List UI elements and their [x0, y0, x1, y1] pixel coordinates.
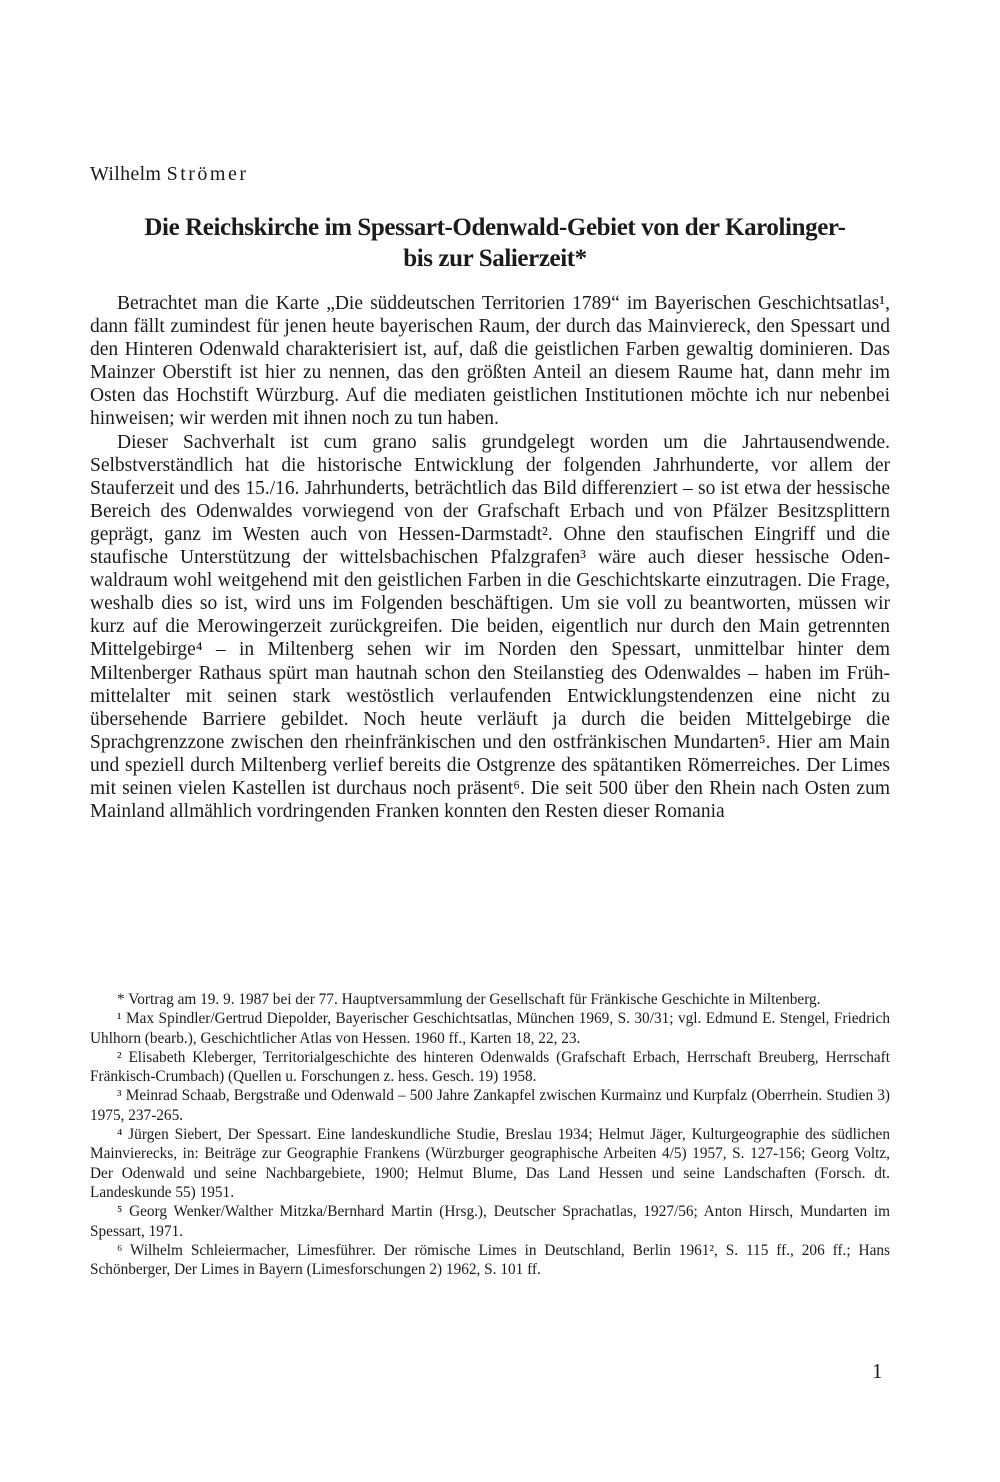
footnote-3: ³ Meinrad Schaab, Bergstraße und Odenwald – 500 Jahre Zankapfel zwischen Kurmainz und Kurpfalz (Oberrhein. Studien 3) 1975, 237-265.: [90, 1087, 890, 1124]
article-title: [100, 212, 890, 274]
author-last-name: Strömer: [166, 163, 249, 185]
footnotes: [90, 990, 890, 1279]
footnote-2: ² Elisabeth Kleberger, Territorialgeschichte des hinteren Odenwalds (Grafschaft Erbach, Herrschaft Breuberg, Herrschaft Fränkisch-Crumbach) (Quellen u. Forschungen z. hess. Gesch. 19) 1958.: [90, 1048, 890, 1086]
author-name: [90, 163, 249, 186]
footnote-star: * Vortrag am 19. 9. 1987 bei der 77. Hauptversammlung der Gesellschaft für Fränkische Geschichte in Miltenberg.: [117, 991, 821, 1008]
paragraph: Betrachtet man die Karte „Die süddeutschen Territorien 1789“ im Bayerischen Geschichtsatlas¹, dann fällt zumindest für jenen heute bayerischen Raum, der durch das Mainviereck, den Spessart und den Hinteren Odenwald charakterisiert ist, auf, daß die geistlichen Farben gewaltig dominieren. Das Mainzer Oberstift ist hier zu nennen, das den größten Anteil an diesem Raume hat, dann mehr im Osten das Hochstift Würzburg. Auf die mediaten geistlichen Institutionen möchte ich nur nebenbei hinweisen; wir werden mit ihnen noch zu tun haben.: [90, 293, 890, 430]
body-text: [90, 292, 890, 823]
footnote-4: ⁴ Jürgen Siebert, Der Spessart. Eine landeskundliche Studie, Breslau 1934; Helmut Jäger, Kulturgeographie des südlichen Mainvierecks, in: Beiträge zur Geographie Frankens (Würzburger geographische Arbeiten 4/5) 1957, S. 127-156; Georg Voltz, Der Odenwald und seine Nachbargebiete, 1900; Helmut Blume, Das Land Hessen und seine Landschaften (Forsch. dt. Landeskunde 55) 1951.: [90, 1126, 890, 1201]
footnote-5: ⁵ Georg Wenker/Walther Mitzka/Bernhard Martin (Hrsg.), Deutscher Sprachatlas, 1927/56; Anton Hirsch, Mundarten im Spessart, 1971.: [90, 1203, 890, 1240]
footnote-6: ⁶ Wilhelm Schleiermacher, Limesführer. Der römische Limes in Deutschland, Berlin 1961², S. 115 ff., 206 ff.; Hans Schönberger, Der Limes in Bayern (Limesforschungen 2) 1962, S. 101 ff.: [90, 1241, 890, 1279]
paragraph: Dieser Sachverhalt ist cum grano salis grundgelegt worden um die Jahrtausendwende. Selbstverständlich hat die historische Entwicklung der folgenden Jahrhunderte, vor allem der Stauferzeit und des 15./16. Jahrhunderts, beträchtlich das Bild differenziert – so ist etwa der hessische Bereich des Odenwaldes vorwiegend von der Grafschaft Erbach und von Pfälzer Besitzsplittern geprägt, ganz im Westen auch von Hessen-Darmstadt². Ohne den staufischen Eingriff und die staufische Unterstützung der wittelsbachischen Pfalzgrafen³ wäre auch dieser hessische Odenwaldraum wohl weitgehend mit den geistlichen Farben in die Geschichtskarte einzutragen. Die Frage, weshalb dies so ist, wird uns im Folgenden beschäftigen. Um sie voll zu beantworten, müssen wir kurz auf die Merowingerzeit zurückgreifen. Die beiden, eigentlich nur durch den Main getrennten Mittelgebirge⁴ – in Miltenberg sehen wir im Norden den Spessart, unmittelbar hinter dem Miltenberger Rathaus spürt man hautnah schon den Steilanstieg des Odenwaldes – haben im Frühmittelalter mit seinen stark westöstlich verlaufenden Entwicklungstendenzen eine nicht zu übersehende Barriere gebildet. Noch heute verläuft ja durch die beiden Mittelgebirge die Sprachgrenzzone zwischen den rheinfränkischen und den ostfränkischen Mundarten⁵. Hier am Main und speziell durch Miltenberg verlief bereits die Ostgrenze des spätantiken Römerreiches. Der Limes mit seinen vielen Kastellen ist durchaus noch präsent⁶. Die seit 500 über den Rhein nach Osten zum Mainland allmählich vordringenden Franken konnten den Resten dieser Romania: [90, 431, 890, 823]
title-line-2: bis zur Salierzeit*: [403, 245, 587, 272]
page-number: 1: [872, 1359, 883, 1383]
title-line-1: Die Reichskirche im Spessart-Odenwald-Gebiet von der Karolinger-: [144, 214, 846, 241]
footnote-1: ¹ Max Spindler/Gertrud Diepolder, Bayerischer Geschichtsatlas, München 1969, S. 30/31; vgl. Edmund E. Stengel, Friedrich Uhlhorn (bearb.), Geschichtlicher Atlas von Hessen. 1960 ff., Karten 18, 22, 23.: [90, 1010, 890, 1047]
author-first-name: Wilhelm: [90, 163, 162, 185]
